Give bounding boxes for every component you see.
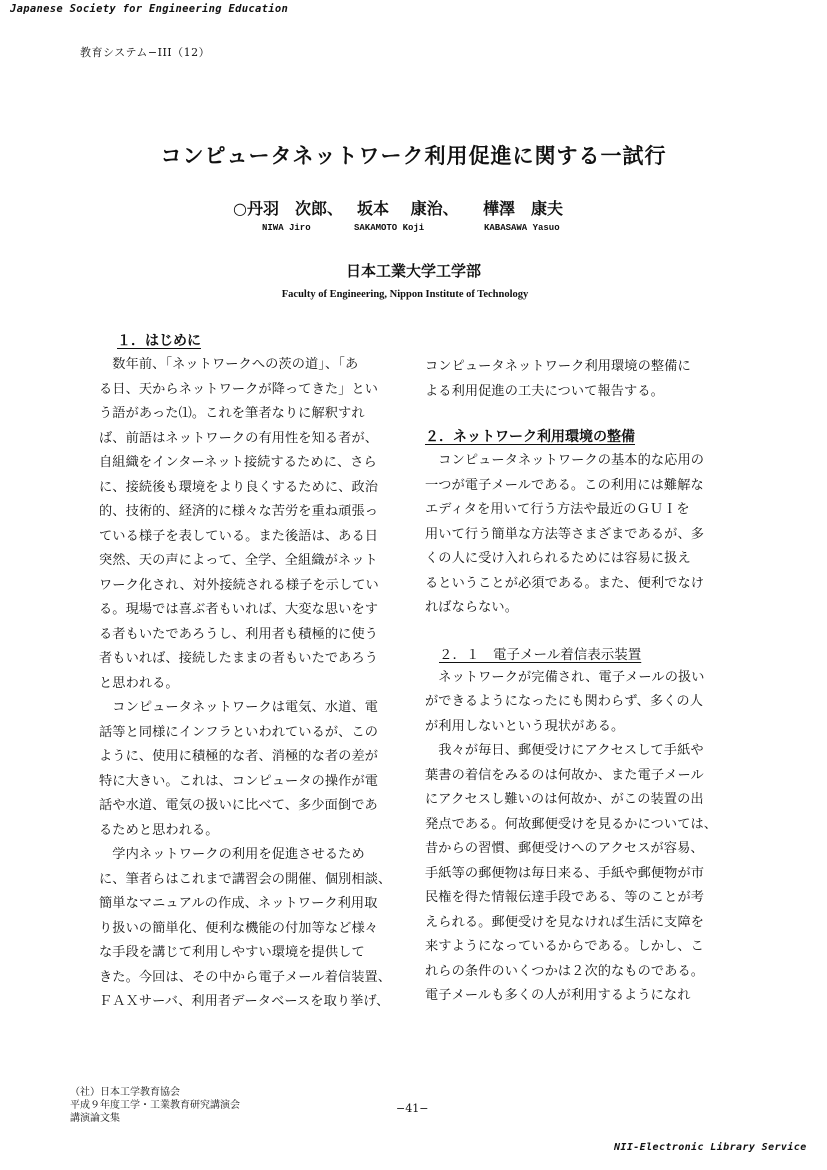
library-banner: NII-Electronic Library Service — [614, 1142, 807, 1153]
section-2-heading: ２．ネットワーク利用環境の整備 — [425, 429, 635, 445]
intro-paragraph-3: 学内ネットワークの利用を促進させるため に、筆者らはこれまで講習会の開催、個別相談、 簡単なマニュアルの作成、ネットワーク利用取 り扱いの簡単化、便利な機能の付加等など様々 な手段を講じて利用しやすい環境を提供して きた。今回は、その中から電子メール着信装置、 ＦＡＸサーバ、利用者データベースを取り挙げ、 — [99, 847, 392, 1009]
section-2-1-paragraph-2: 我々が毎日、郵便受けにアクセスして手紙や 葉書の着信をみるのは何故か、また電子メール にアクセスし難いのは何故か、がこの装置の出 発点である。何故郵便受けを見るかについては、 昔からの習慣、郵便受けへのアクセスが容易、 手紙等の郵便物は毎日来る、手紙や郵便物が市 民権を得た情報伝達手段である、等のことが考 えられる。郵便受けを見なければ生活に支障を 来すようになっているからである。しかし、こ れらの条件のいくつかは２次的なものである。 電子メールも多くの人が利用するようになれ — [425, 743, 718, 1003]
section-1-heading: １．はじめに — [117, 333, 201, 349]
author-3-name: 樺澤 康夫 — [483, 199, 564, 218]
intro-paragraph-1: 数年前、「ネットワークへの茨の道」、「あ る日、天からネットワークが降ってきた」とい う語があった⑴。これを筆者なりに解釈すれ ば、前語はネットワークの有用性を知る者が、 自組織をインターネット接続するために、さら に、接続後も環境をより良くするために、政治 的、技術的、経済的に様々な苦労を重ね頑張っ ている様子を表している。また後語は、ある日 突然、天の声によって、全学、全組織がネット ワーク化され、対外接続される様子を示してい る。現場では喜ぶ者もいれば、大変な思いをす る者もいたであろうし、利用者も積極的に使う 者もいれば、接続したままの者もいたであろう と思われる。 — [99, 357, 379, 691]
intro-continuation: コンピュータネットワーク利用環境の整備に よる利用促進の工夫について報告する。 — [425, 359, 691, 399]
author-2-romaji: SAKAMOTO Koji — [354, 223, 425, 233]
society-banner: Japanese Society for Engineering Education — [10, 3, 289, 15]
author-1-name: ○丹羽 次郎、 — [233, 199, 343, 218]
author-2-name: 坂本 康治、 — [357, 199, 459, 218]
footer-society-info: （社）日本工学教育協会 平成９年度工学・工業教育研究講演会 講演論文集 — [70, 1087, 240, 1124]
section-2-1-heading: ２．１ 電子メール着信表示装置 — [439, 646, 642, 663]
session-label: 教育システム−III（12） — [80, 46, 211, 59]
intro-paragraph-2: コンピュータネットワークは電気、水道、電 話等と同様にインフラといわれているが、この ように、使用に積極的な者、消極的な者の差が 特に大きい。これは、コンピュータの操作が電 話や水道、電気の扱いに比べて、多少面倒であ るためと思われる。 — [99, 700, 379, 838]
section-2-paragraph: コンピュータネットワークの基本的な応用の 一つが電子メールである。この利用には難解な エディタを用いて行う方法や最近のＧＵＩを 用いて行う簡単な方法等さまざまであるが、多 くの人に受け入れられるためには容易に扱え るということが必須である。また、便利でなけ ればならない。 — [425, 453, 705, 615]
author-1-romaji: NIWA Jiro — [262, 223, 311, 233]
paper-title: コンピュータネットワーク利用促進に関する一試行 — [160, 144, 667, 168]
section-2-1-paragraph-1: ネットワークが完備され、電子メールの扱い ができるようになったにも関わらず、多くの人 が利用しないという現状がある。 — [425, 669, 705, 734]
page-number: −41− — [396, 1102, 429, 1115]
affiliation-japanese: 日本工業大学工学部 — [345, 262, 481, 280]
left-column — [99, 330, 409, 1015]
author-3-romaji: KABASAWA Yasuo — [484, 223, 560, 233]
right-column — [425, 355, 735, 1009]
affiliation-english: Faculty of Engineering, Nippon Institute of Technology — [281, 289, 529, 300]
